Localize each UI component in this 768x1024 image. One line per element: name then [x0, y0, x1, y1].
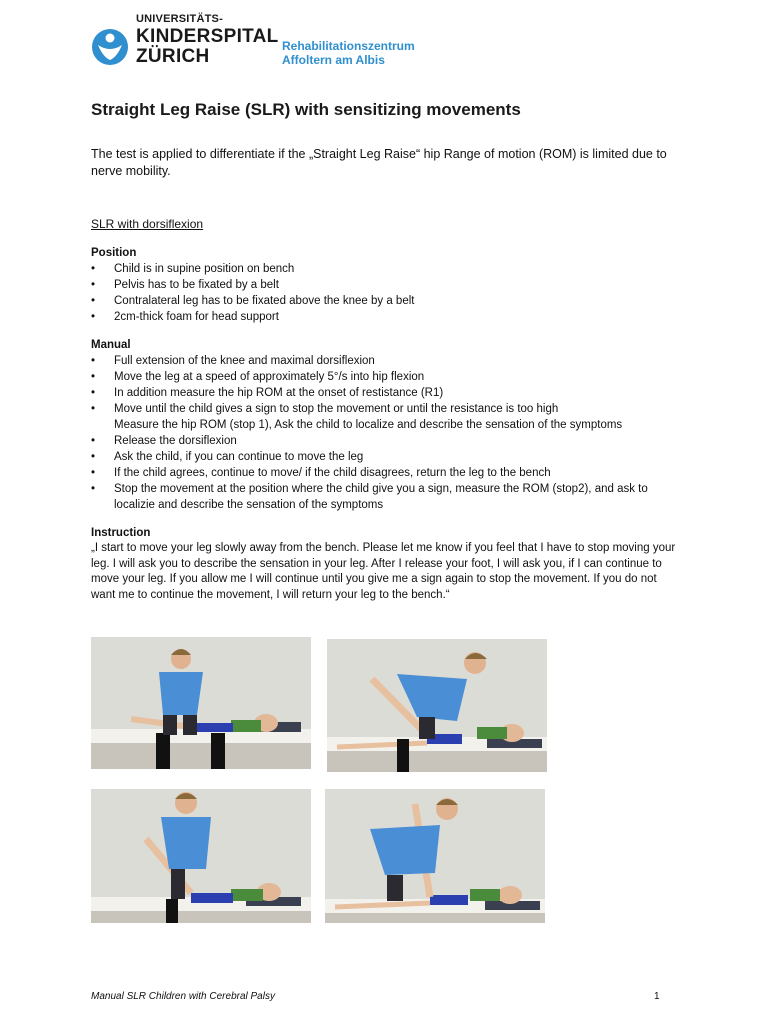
- list-item: • If the child agrees, continue to move/ if the child disagrees, return the leg to the bench: [91, 465, 681, 481]
- list-item: • In addition measure the hip ROM at the onset of restistance (R1): [91, 385, 681, 401]
- instruction-text: „I start to move your leg slowly away from the bench. Please let me know if you feel that I have to stop moving your leg. I will ask you to describe the sensation in your leg. After I release your foot, I will ask you, if I can continue to move your leg. If you allow me I will continue until you give me a sign again to stop the movement. If you do not want me to continue the movement, I will return your leg to the bench.“: [91, 542, 676, 601]
- section-subheading: SLR with dorsiflexion: [91, 217, 204, 231]
- document-title: Straight Leg Raise (SLR) with sensitizing movements: [91, 100, 521, 119]
- kinderspital-logo-icon: [90, 27, 130, 67]
- list-item: • Full extension of the knee and maximal dorsiflexion: [91, 353, 681, 369]
- list-item: • Stop the movement at the position where the child give you a sign, measure the ROM (stop2), and ask to localizie and describe the sensation of the symptoms: [91, 481, 681, 513]
- photo-slr-step-1: [91, 637, 311, 769]
- position-heading: Position: [91, 247, 137, 259]
- list-item: • Contralateral leg has to be fixated above the knee by a belt: [91, 293, 681, 309]
- list-item: • Pelvis has to be fixated by a belt: [91, 277, 681, 293]
- logo-line-1: KINDERSPITAL: [136, 26, 279, 47]
- intro-paragraph: The test is applied to differentiate if the „Straight Leg Raise“ hip Range of motion (ROM) is limited due to nerve mobility.: [91, 147, 667, 178]
- list-item: • Move the leg at a speed of approximately 5°/s into hip flexion: [91, 369, 681, 385]
- logo-sub-line-1: Rehabilitationszentrum: [282, 39, 415, 53]
- footer-page-number: 1: [654, 991, 660, 1002]
- photo-slr-step-3: [91, 789, 311, 923]
- logo-sub-line-2: Affoltern am Albis: [282, 53, 385, 67]
- logo-small-text: UNIVERSITÄTS-: [136, 13, 223, 25]
- list-item: • Move until the child gives a sign to stop the movement or until the resistance is too high: [91, 401, 681, 417]
- list-item: • Child is in supine position on bench: [91, 261, 681, 277]
- position-list: [91, 261, 681, 325]
- instruction-heading: Instruction: [91, 527, 151, 539]
- manual-heading: Manual: [91, 339, 131, 351]
- hospital-logo: [90, 12, 430, 72]
- logo-line-2: ZÜRICH: [136, 46, 210, 67]
- list-item-continuation: Measure the hip ROM (stop 1), Ask the child to localize and describe the sensation of the symptoms: [114, 419, 623, 431]
- list-item: • Release the dorsiflexion: [91, 433, 681, 449]
- manual-list: [91, 353, 681, 513]
- photo-slr-step-4: [325, 789, 545, 923]
- document-body: [91, 100, 681, 603]
- list-item: • 2cm-thick foam for head support: [91, 309, 681, 325]
- photo-slr-step-2: [327, 639, 547, 772]
- list-item: • Ask the child, if you can continue to move the leg: [91, 449, 681, 465]
- footer-document-name: Manual SLR Children with Cerebral Palsy: [91, 991, 275, 1002]
